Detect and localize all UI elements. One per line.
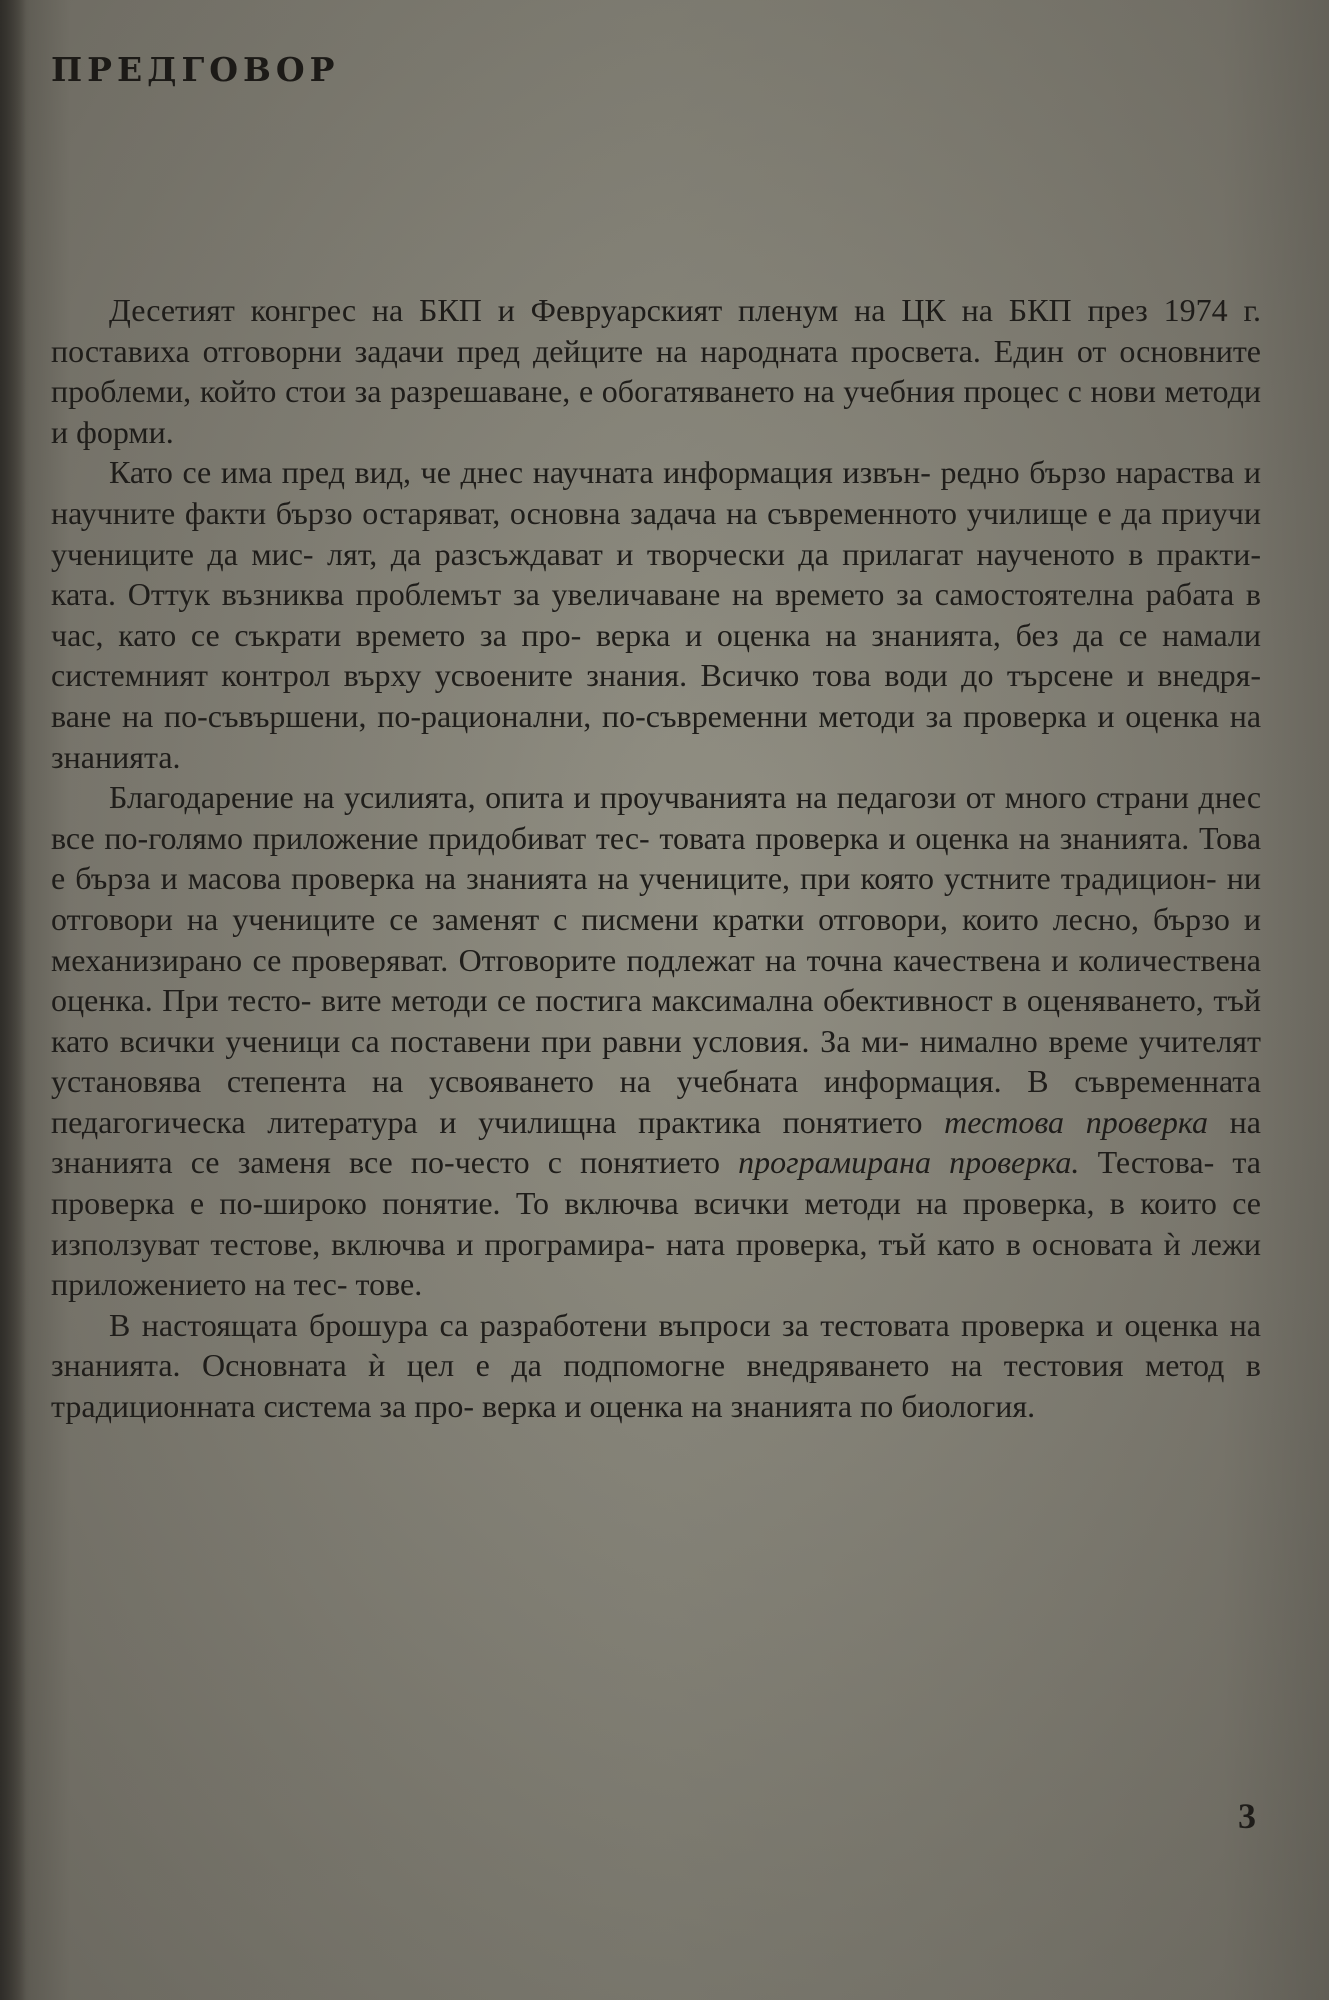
paragraph-4: [51, 1305, 1261, 1427]
paragraph-1: [51, 290, 1261, 452]
text-line: от много страни днес все по-голямо приложение придобиват тес-: [51, 779, 1262, 856]
text-line: самостоятелна рабата в час, като се съкрати времето за про-: [51, 576, 1262, 653]
text-line: Благодарение на усилията, опита и проучванията на педагози: [109, 779, 957, 816]
text-line: върху усвоените знания. Всичко това води до търсене и внедря-: [343, 657, 1262, 694]
text-line: товата проверка и оценка на знанията. Това е бърза и масова: [51, 819, 1262, 897]
text-line: училищна практика понятието: [478, 1103, 945, 1140]
text-line: ни отговори на учениците се заменят с писмени кратки отговори,: [51, 860, 1262, 937]
text-line: ване на по-съвършени, по-рационални, по-съвременни методи за: [51, 697, 953, 734]
text-line: Тестова-: [1079, 1144, 1215, 1181]
text-line: разрешаване, е обогатяването на учебния процес с нови методи и: [51, 373, 1262, 450]
text-line: ката. Оттук възниква проблемът за увеличаване на времето за: [51, 576, 924, 613]
text-line: народната просвета. Един от основните проблеми, който стои за: [51, 332, 1262, 410]
page-number: 3: [1238, 1796, 1256, 1836]
spine-shadow: [0, 0, 26, 2000]
text-line: Като се има пред вид, че днес научната информация извън-: [109, 454, 931, 491]
text-line: та проверка е по-широко понятие. То включва всички методи на: [51, 1144, 1261, 1222]
text-line: верка и оценка на знанията, без да се намали системният контрол: [51, 616, 1262, 694]
italic-term: тестова проверка: [944, 1103, 1208, 1140]
text-line: подлежат на точна качествена и количествена оценка. При тесто-: [51, 941, 1262, 1019]
text-line: форми.: [76, 413, 174, 450]
text-line: тъй като всички ученици са поставени при равни условия. За ми-: [51, 982, 1262, 1059]
text-line: лят, да разсъждават и творчески да прилагат наученото в практи-: [327, 535, 1262, 572]
page-heading: ПРЕДГОВОР: [51, 50, 340, 89]
text-line: Десетият конгрес на БКП и Февруарският пленум на ЦК на: [109, 292, 993, 328]
text-line: на знанията се: [51, 1103, 1261, 1181]
text-line: проверка и оценка на знанията. Основната ѝ цел е да подпомогне: [51, 1306, 1262, 1384]
text-line: които лесно, бързо и механизирано се проверяват. Отговорите: [51, 900, 1262, 978]
text-line: учебната информация. В съвременната педагогическа литература и: [51, 1063, 1262, 1140]
italic-term: програмирана проверка.: [738, 1144, 1080, 1181]
text-line: проверка на знанията на учениците, при която устните традицион-: [291, 860, 1217, 897]
text-line: БКП през 1974 г. поставиха отговорни задачи пред дейците на: [51, 292, 1262, 369]
text-line: заменя все по-често с понятието: [237, 1144, 739, 1181]
text-line: редно бързо нараства и научните факти бързо остаряват, основна: [51, 454, 1262, 531]
text-line: вите методи се постига максимална обективност в оценяването,: [321, 982, 1204, 1019]
text-line: тове.: [355, 1266, 423, 1303]
body-text: [51, 290, 1261, 1427]
text-line: В настоящата брошура са разработени въпроси за тестовата: [109, 1306, 950, 1343]
text-line: проверка, в които се използуват тестове, включва и програмира-: [51, 1185, 1262, 1262]
text-line: нимално време учителят установява степента на усвояването на: [51, 1022, 1262, 1100]
text-line: задача на съвременното училище е да приучи учениците да мис-: [51, 494, 1262, 572]
text-line: проверка и оценка на знанията.: [51, 697, 1262, 775]
text-line: верка и оценка на знанията по биология.: [482, 1388, 1036, 1425]
paragraph-2: [51, 452, 1261, 777]
paragraph-3: [51, 777, 1261, 1305]
text-line: внедряването на тестовия метод в традиционната система за про-: [51, 1347, 1262, 1425]
text-line: ната проверка, тъй като в основата ѝ лежи приложението на тес-: [51, 1225, 1262, 1303]
